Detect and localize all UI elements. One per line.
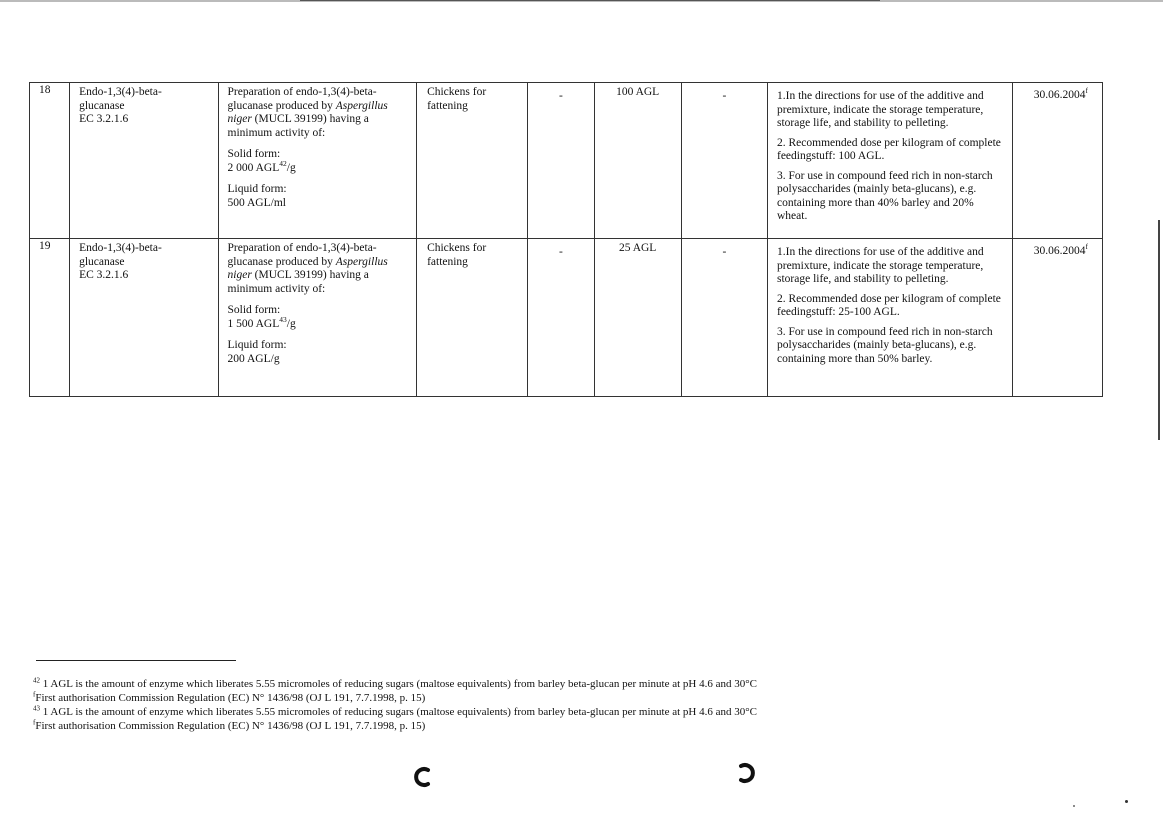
- authorisation-end-date: 30.06.2004$^f$: [1012, 239, 1102, 397]
- additive-description: Preparation of endo-1,3(4)-beta-glucanase produced by Aspergillus niger (MUCL 39199) having a minimum activity of: Solid form: 2 000 AGL$^{42}$/g Liquid form: 500 AGL/ml: [218, 83, 417, 239]
- solid-form-label: Solid form:: [227, 148, 281, 160]
- entry-number: 19: [30, 239, 70, 397]
- other-provisions: 1.In the directions for use of the additive and premixture, indicate the storage temperature, storage life, and stability to pelleting. 2. Recommended dose per kilogram of complete feedingstuff: 25-100 AGL. 3. For use in compound feed rich in non-starch polysaccharides (mainly beta-glucans), e.g. containing more than 50% barley.: [768, 239, 1013, 397]
- footnote: $^f$First authorisation Commission Regulation (EC) N° 1436/98 (OJ L 191, 7.7.1998, p. 15): [33, 690, 426, 704]
- additive-description: Preparation of endo-1,3(4)-beta-glucanase produced by Aspergillus niger (MUCL 39199) having a minimum activity of: Solid form: 1 500 AGL$^{43}$/g Liquid form: 200 AGL/g: [218, 239, 417, 397]
- liquid-form-label: Liquid form:: [227, 183, 287, 195]
- additives-table: [29, 82, 1103, 397]
- additive-name: Endo-1,3(4)-beta- glucanase EC 3.2.1.6: [70, 83, 218, 239]
- liquid-form-label: Liquid form:: [227, 339, 287, 351]
- solid-form-value: 2 000 AGL$^{42}$/g: [227, 158, 296, 174]
- minimum-content: 100 AGL: [594, 83, 681, 239]
- footnote: $^{42}$ 1 AGL is the amount of enzyme which liberates 5.55 micromoles of reducing sugars (maltose equivalents) from barley beta-glucan per minute at pH 4.6 and 30°C: [33, 676, 757, 690]
- table-row: [30, 239, 1103, 397]
- table-row: [30, 83, 1103, 239]
- maximum-age: -: [528, 83, 594, 239]
- entry-number: 18: [30, 83, 70, 239]
- minimum-content: 25 AGL: [594, 239, 681, 397]
- liquid-form-value: 500 AGL/ml: [227, 196, 286, 209]
- other-provisions: 1.In the directions for use of the additive and premixture, indicate the storage temperature, storage life, and stability to pelleting. 2. Recommended dose per kilogram of complete feedingstuff: 100 AGL. 3. For use in compound feed rich in non-starch polysaccharides (mainly beta-glucans), e.g. containing more than 40% barley and 20% wheat.: [768, 83, 1013, 239]
- authorisation-end-date: 30.06.2004$^f$: [1012, 83, 1102, 239]
- scan-top-rule: [300, 0, 880, 1]
- punch-hole-mark: [413, 766, 433, 788]
- scan-speck: [1125, 800, 1128, 803]
- footnote-separator: [36, 660, 236, 661]
- solid-form-label: Solid form:: [227, 304, 281, 316]
- additive-name: Endo-1,3(4)-beta- glucanase EC 3.2.1.6: [70, 239, 218, 397]
- maximum-content: -: [681, 83, 767, 239]
- footnote: $^f$First authorisation Commission Regulation (EC) N° 1436/98 (OJ L 191, 7.7.1998, p. 15): [33, 718, 426, 732]
- punch-hole-mark: [736, 762, 756, 784]
- animal-species: Chickens for fattening: [417, 239, 528, 397]
- maximum-content: -: [681, 239, 767, 397]
- animal-species: Chickens for fattening: [417, 83, 528, 239]
- footnotes: [33, 677, 1133, 733]
- scan-right-edge: [1158, 220, 1160, 440]
- solid-form-value: 1 500 AGL$^{43}$/g: [227, 314, 296, 330]
- scan-speck: [1073, 805, 1075, 807]
- liquid-form-value: 200 AGL/g: [227, 352, 280, 365]
- maximum-age: -: [528, 239, 594, 397]
- footnote: $^{43}$ 1 AGL is the amount of enzyme which liberates 5.55 micromoles of reducing sugars (maltose equivalents) from barley beta-glucan per minute at pH 4.6 and 30°C: [33, 704, 757, 718]
